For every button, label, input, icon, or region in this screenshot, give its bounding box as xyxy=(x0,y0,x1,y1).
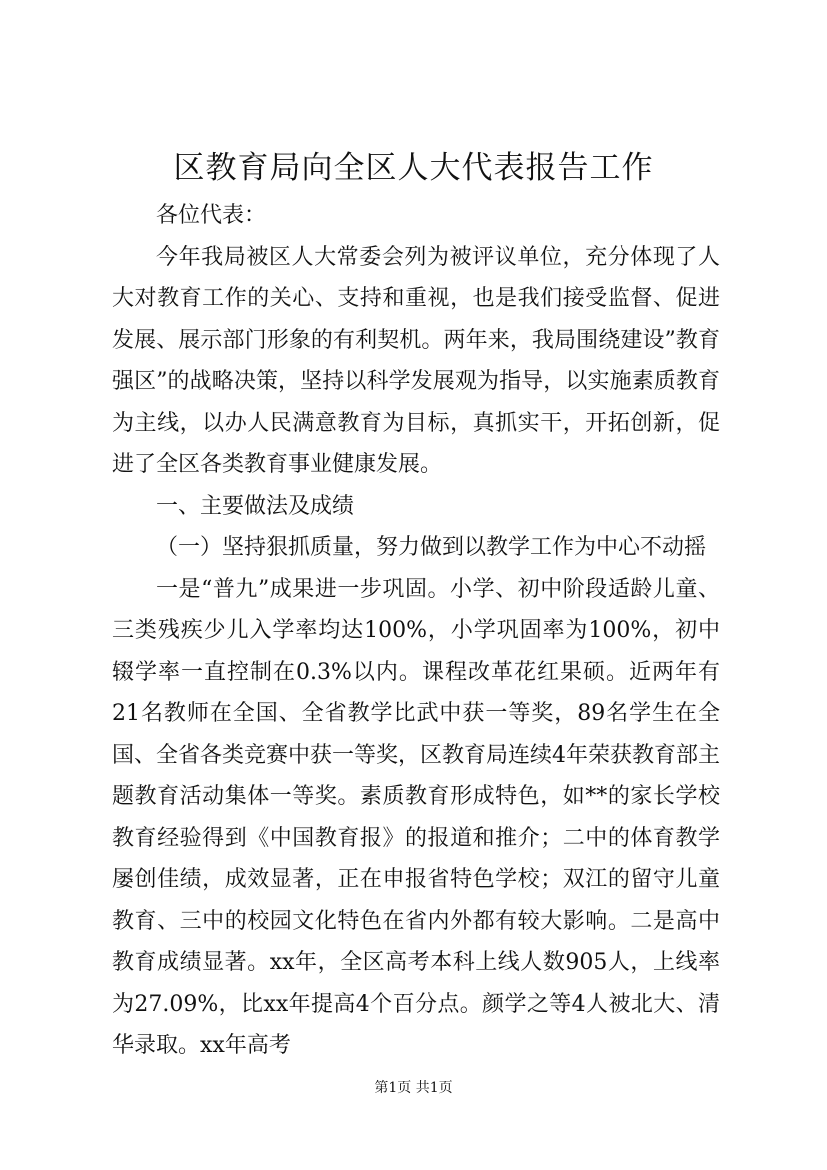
document-body xyxy=(112,195,720,1067)
subsection-heading: （一）坚持狠抓质量，努力做到以教学工作为中心不动摇 xyxy=(156,535,707,560)
page-footer: 第1页 共1页 xyxy=(374,1080,453,1096)
salutation: 各位代表： xyxy=(156,203,267,228)
paragraph-achievements: 一是“普九”成果进一步巩固。小学、初中阶段适龄儿童、三类残疾少儿入学率均达100%，小学巩固率为100%，初中辍学率一直控制在0.3%以内。课程改革花红果硕。近两年有21名教师在全国、全省教学比武中获一等奖，89名学生在全国、全省各类竞赛中获一等奖，区教育局连续4年荣获教育部主题教育活动集体一等奖。素质教育形成特色，如**的家长学校教育经验得到《中国教育报》的报道和推介；二中的体育教学屡创佳绩，成效显著，正在申报省特色学校；双江的留守儿童教育、三中的校园文化特色在省内外都有较大影响。二是高中教育成绩显著。xx年，全区高考本科上线人数905人，上线率为27.09%，比xx年提高4个百分点。颜学之等4人被北大、清华录取。xx年高考 xyxy=(112,576,720,1058)
document-title: 区教育局向全区人大代表报告工作 xyxy=(173,150,654,186)
paragraph-intro: 今年我局被区人大常委会列为被评议单位，充分体现了人大对教育工作的关心、支持和重视，也是我们接受监督、促进发展、展示部门形象的有利契机。两年来，我局围绕建设”教育强区”的战略决策，坚持以科学发展观为指导，以实施素质教育为主线，以办人民满意教育为目标，真抓实干，开拓创新，促进了全区各类教育事业健康发展。 xyxy=(112,244,720,477)
section-heading: 一、主要做法及成绩 xyxy=(156,493,355,519)
